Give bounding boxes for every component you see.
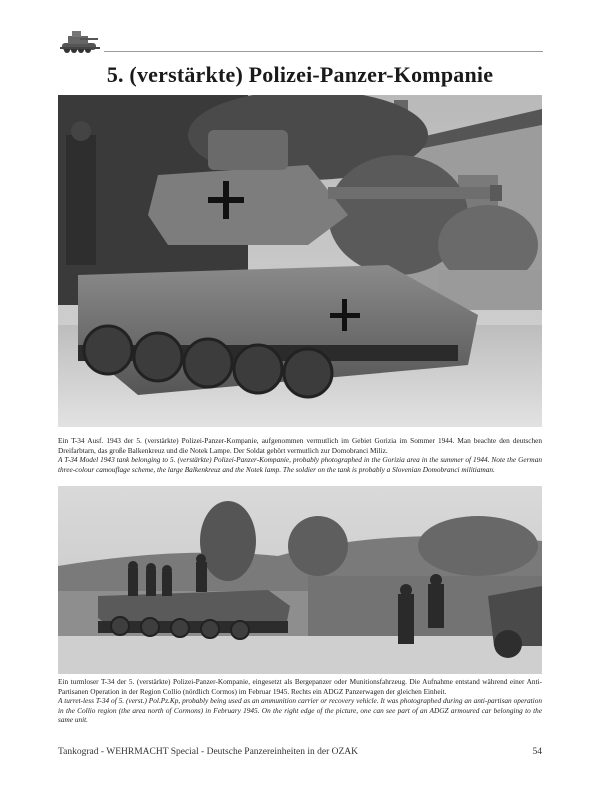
caption-german: Ein turmloser T-34 der 5. (verstärkte) Polizei-Panzer-Kompanie, eingesetzt als Bergepanzer oder Munitionsfahrzeug. Die Aufnahme entstand während einer Anti-Partisanen Operation in der Region Collio (nördlich Cormos) im Februar 1945. Rechts ein ADGZ Panzerwagen der gleichen Einheit. [58,677,542,696]
tank-photo-caption [58,436,542,474]
header-rule [104,51,543,52]
turretless-tank-photo [58,486,542,674]
page-number: 54 [532,747,542,757]
page-title: 5. (verstärkte) Polizei-Panzer-Kompanie [106,62,494,87]
caption-english: A turret-less T-34 of 5. (verst.) Pol.Pz.Kp, probably being used as an ammunition carrier or recovery vehicle. It was photographed during an anti-partisan operation in the Collio region (the area north of Cormons) in February 1945. On the right edge of the picture, one can see part of an ADGZ armoured car belonging to the same unit. [58,696,542,725]
tank-photo [58,95,542,427]
turretless-tank-caption [58,677,542,725]
tank-silhouette-icon [58,26,102,56]
caption-german: Ein T-34 Ausf. 1943 der 5. (verstärkte) Polizei-Panzer-Kompanie, aufgenommen vermutlich im Gebiet Gorizia im Sommer 1944. Man beachte den deutschen Dreifarbtarn, das große Balkenkreuz und die Notek Lampe. Der Soldat gehört vermutlich zur Domobranci Miliz. [58,436,542,455]
footer-title: Tankograd - WEHRMACHT Special - Deutsche Panzereinheiten in der OZAK [58,747,358,757]
caption-english: A T-34 Model 1943 tank belonging to 5. (verstärkte) Polizei-Panzer-Kompanie, probably photographed in the Gorizia area in the summer of 1944. Note the German three-colour camouflage scheme, the large Balkenkreuz and the Notek lamp. The soldier on the tank is probably a Slovenian Domobranci militiaman. [58,455,542,474]
